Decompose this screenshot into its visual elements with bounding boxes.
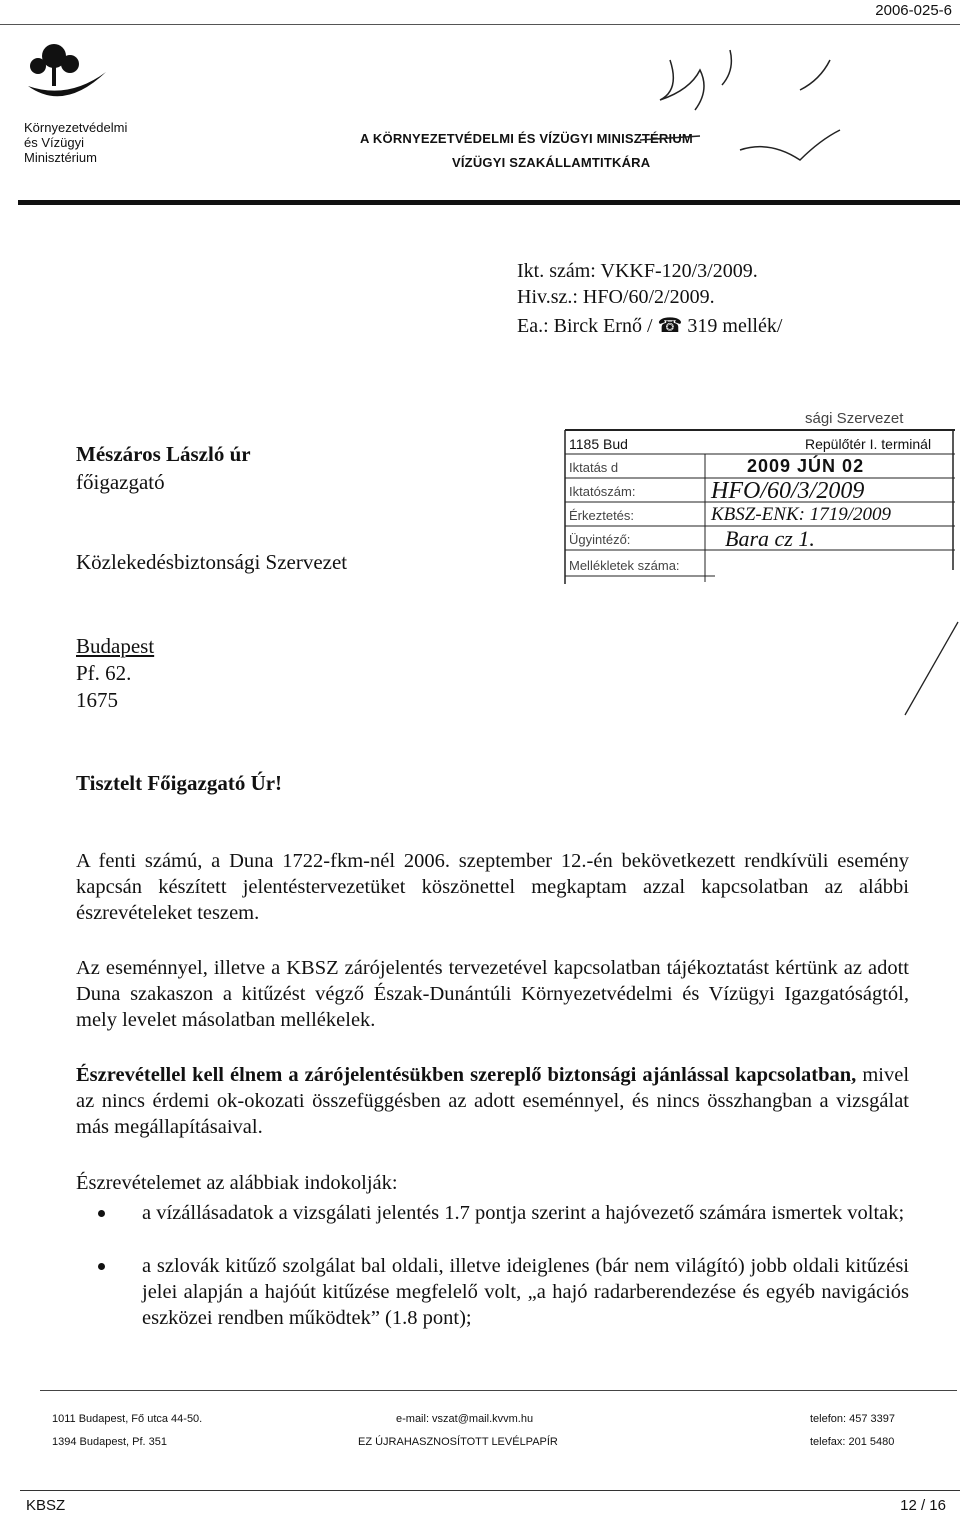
bullet-item [100, 1253, 909, 1331]
bullet-icon [98, 1210, 105, 1217]
bullet-text-2: a szlovák kitűző szolgálat bal oldali, illetve ideiglenes (bár nem világító) jobb oldali kitűzési jelei alapján a hajóút kitűzése megfelelő volt, „a hajó radarberendezése és egyéb navigációs eszközei rendben működtek” (1.8 pont); [142, 1255, 909, 1329]
footer-email: e-mail: vszat@mail.kvvm.hu [396, 1413, 534, 1425]
header-ministry: A KÖRNYEZETVÉDELMI ÉS VÍZÜGYI MINISZTÉRIUM [360, 131, 693, 146]
addressee-name: Mészáros László úr [76, 442, 251, 466]
footer-phone: telefon: 457 3397 [810, 1413, 896, 1425]
ministry-name-line1: Környezetvédelmi [24, 120, 128, 135]
pen-mark [900, 620, 960, 720]
remark-rest: mivel az nincs érdemi ok-okozati összefüggésben az adott eseménnyel, és nincs összhangban a vizsgálat más megállapításaival. [76, 1064, 910, 1138]
page-footer-left: KBSZ [26, 1497, 66, 1514]
addressee-zip: 1675 [76, 688, 118, 712]
ministry-logo [24, 42, 110, 112]
salutation: Tisztelt Főigazgató Úr! [76, 771, 283, 795]
addressee-title: főigazgató [76, 470, 165, 494]
paragraph-1: A fenti számú, a Duna 1722-fkm-nél 2006. szeptember 12.-én bekövetkezett rendkívüli esemény kapcsán készített jelentéstervezetüket köszönettel megkaptam azzal kapcsolatban az alábbi észrevételeket teszem. [76, 850, 909, 924]
header-secretary: VÍZÜGYI SZAKÁLLAMTITKÁRA [452, 155, 651, 170]
stamp-row2-value: 2009 JÚN 02 [747, 456, 865, 476]
stamp-row5-value: Bara cz 1. [725, 526, 815, 551]
footer-fax: telefax: 201 5480 [810, 1436, 895, 1448]
bullet-item [100, 1200, 909, 1226]
paragraph-remark [76, 1062, 909, 1140]
ref-ikt: Ikt. szám: VKKF-120/3/2009. [517, 260, 758, 282]
addressee-pobox: Pf. 62. [76, 661, 132, 685]
stamp-row6-label: Mellékletek száma: [569, 558, 680, 573]
stamp-row4-value: KBSZ-ENK: 1719/2009 [711, 504, 891, 525]
bullet-text-1: a vízállásadatok a vizsgálati jelentés 1.7 pontja szerint a hajóvezető számára ismertek voltak; [142, 1202, 905, 1224]
ministry-name [24, 120, 127, 165]
addressee-city: Budapest [76, 634, 155, 658]
ministry-logo-icon [24, 42, 110, 112]
page-footer-rule [20, 1490, 960, 1491]
stamp-row2-label: Iktatás d [569, 460, 619, 475]
stamp-row5-label: Ügyintéző: [569, 532, 631, 547]
remark-bold: Észrevétellel kell élnem a zárójelentésükben szereplő biztonsági ajánlással kapcsolatban, [76, 1064, 857, 1086]
ref-hiv: Hiv.sz.: HFO/60/2/2009. [517, 286, 715, 308]
stamp-org: sági Szervezet [805, 410, 904, 427]
footer-paper: EZ ÚJRAHASZNOSÍTOTT LEVÉLPAPÍR [358, 1436, 558, 1448]
stamp-row1-right: Repülőtér I. terminál [805, 436, 932, 452]
paragraph-2: Az eseménnyel, illetve a KBSZ zárójelentés tervezetével kapcsolatban tájékoztatást kértünk az adott Duna szakaszon a kitűzést végző Észak-Dunántúli Környezetvédelmi és Vízügyi Igazgatóságtól, mely levelet másolatban mellékelek. [76, 957, 909, 1031]
registration-stamp [565, 410, 955, 584]
reasons-intro: Észrevételemet az alábbiak indokolják: [76, 1172, 398, 1194]
stamp-row3-value: HFO/60/3/2009 [711, 478, 865, 504]
stamp-row3-label: Iktatószám: [569, 484, 636, 499]
footer-addr1: 1011 Budapest, Fő utca 44-50. [52, 1413, 203, 1425]
header-rule [18, 200, 960, 205]
ref-ea: Ea.: Birck Ernő / ☎ 319 mellék/ [517, 315, 783, 337]
document-id: 2006-025-6 [875, 2, 952, 19]
stamp-row4-label: Érkeztetés: [569, 508, 635, 523]
footer-addr2: 1394 Budapest, Pf. 351 [52, 1436, 167, 1448]
page-number: 12 / 16 [900, 1497, 946, 1514]
footer-rule [40, 1390, 957, 1391]
top-rule [0, 24, 960, 25]
addressee-org: Közlekedésbiztonsági Szervezet [76, 550, 348, 574]
ministry-name-line3: Minisztérium [24, 150, 97, 165]
bullet-icon [98, 1263, 105, 1270]
ministry-name-line2: és Vízügyi [24, 135, 84, 150]
signature-scribble [620, 40, 850, 180]
stamp-row1-label: 1185 Bud [569, 436, 628, 452]
